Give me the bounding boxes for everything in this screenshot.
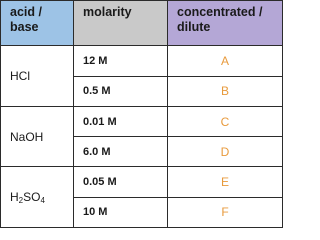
header-concentrated-dilute [168, 1, 283, 46]
header-molarity: molarity [74, 1, 168, 46]
answer-cell: E [168, 167, 283, 197]
substance-h2so4-sub4: 4 [40, 195, 45, 205]
header-concentrated-line1: concentrated / [177, 5, 263, 19]
substance-h2so4-sub2: 2 [18, 195, 24, 205]
answer-cell: C [168, 106, 283, 136]
substance-h2so4-so: SO [23, 189, 41, 204]
header-acid-base [1, 1, 74, 46]
header-concentrated-line2: dilute [177, 20, 211, 34]
substance-hcl-label: HCl [10, 69, 30, 84]
table-row [1, 106, 283, 136]
molarity-cell: 10 M [74, 197, 168, 227]
table-row [1, 46, 283, 76]
molarity-cell: 6.0 M [74, 137, 168, 167]
molarity-cell: 0.01 M [74, 106, 168, 136]
answer-cell: F [168, 197, 283, 227]
molarity-cell: 0.5 M [74, 76, 168, 106]
table-row [1, 167, 283, 197]
answer-cell: A [168, 46, 283, 76]
substance-hcl [1, 46, 74, 107]
header-acid-base-line1: acid / [10, 5, 42, 19]
substance-h2so4-h: H [10, 189, 19, 204]
answer-cell: D [168, 137, 283, 167]
substance-h2so4 [1, 167, 74, 228]
header-row [1, 1, 283, 46]
substance-naoh-label: NaOH [10, 129, 44, 144]
molarity-cell: 0.05 M [74, 167, 168, 197]
header-acid-base-line2: base [10, 20, 39, 34]
substance-naoh [1, 106, 74, 167]
answer-cell: B [168, 76, 283, 106]
molarity-cell: 12 M [74, 46, 168, 76]
